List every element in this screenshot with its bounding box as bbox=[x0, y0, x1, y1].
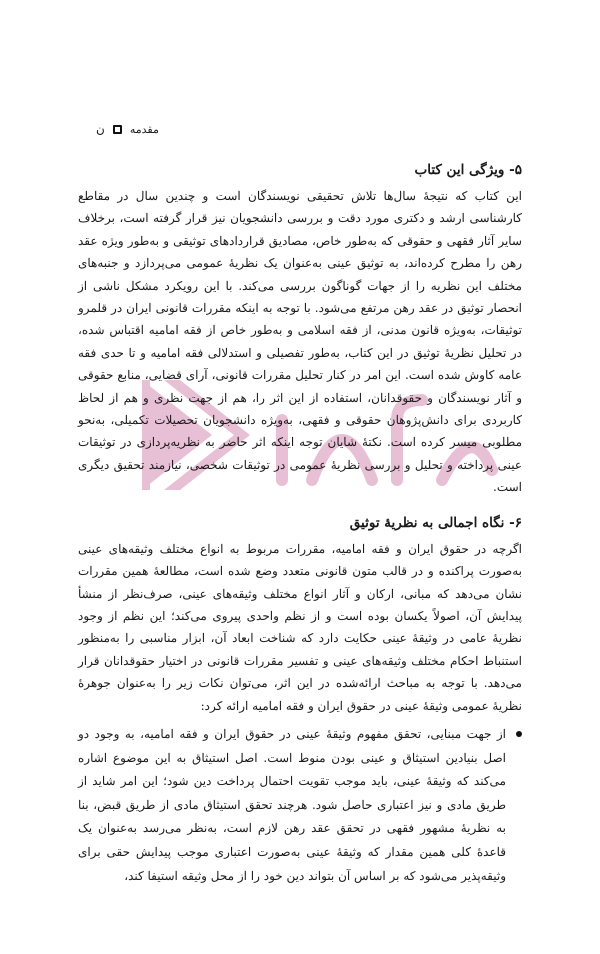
page-number: ن bbox=[96, 122, 105, 136]
page-header bbox=[96, 122, 159, 136]
bullet-item bbox=[78, 723, 522, 888]
square-bullet-icon bbox=[113, 125, 122, 134]
page-body bbox=[78, 160, 522, 888]
bullet-dot-icon bbox=[516, 731, 522, 737]
section-5-heading: ۵- ویژگی این کتاب bbox=[414, 162, 522, 178]
section-6-heading: ۶- نگاه اجمالی به نظریهٔ توثیق bbox=[349, 514, 522, 531]
running-head: مقدمه bbox=[129, 122, 159, 136]
section-6-paragraph: اگرچه در حقوق ایران و فقه امامیه، مقررات مربوط به انواع مختلف وثیقه‌های عینی به‌صورت پراکنده و در قالب متون قانونی متعدد وضع شده است، مطالعهٔ همین مقررات نشان می‌دهد که مبانی، ارکان و آثار انواع مختلف وثیقه‌های عینی، صرف‌نظر از منشأ پیدایش آن، اصولاً یکسان بوده است و از نظم واحدی پیروی می‌کند؛ این نظم از وجود نظریهٔ عامی در وثیقهٔ عینی حکایت دارد که شناخت ابعاد آن، ابزار مناسبی را به‌منظور استنباط احکام مختلف وثیقه‌های عینی و تفسیر مقررات قانونی در اختیار حقوقدانان قرار می‌دهد. با توجه به مباحث ارائه‌شده در این اثر، می‌توان نکات زیر را به‌عنوان جوهرهٔ نظریهٔ عمومی وثیقهٔ عینی در حقوق ایران و فقه امامیه ارائه کرد: bbox=[78, 541, 522, 713]
section-5-paragraph: این کتاب که نتیجهٔ سال‌ها تلاش تحقیقی نویسندگان است و چندین سال در مقاطع کارشناسی ارشد و دکتری مورد دقت و بررسی دانشجویان نیز قرار گرفته است، برخلاف سایر آثار فقهی و حقوقی که به‌طور خاص، مصادیق قراردادهای توثیقی و به‌طور ویژه عقد رهن را مطرح کرده‌اند، به توثیق عینی به‌عنوان یک نظریهٔ عمومی می‌پردازد و جنبه‌های مختلف این نظریه را از جهات گوناگون بررسی می‌کند. با این رویکرد مشکل ناشی از انحصار توثیق در عقد رهن مرتفع می‌شود. با توجه به اینکه مقررات قانونی ایران در قلمرو توثیقات، به‌ویژه قانون مدنی، از فقه اسلامی و به‌طور خاص از فقه امامیه اقتباس شده، در تحلیل نظریهٔ توثیق در این کتاب، به‌طور تفصیلی و استدلالی فقه امامیه و تا حدی فقه عامه کاوش شده است. این امر در کنار تحلیل مقررات قانونی، آرای قضایی، منابع حقوقی و آثار نویسندگان و حقوقدانان، استفاده از این اثر را، هم از جهت نظری و هم از لحاظ کاربردی برای دانش‌پژوهان حقوقی و فقهی، به‌ویژه دانشجویان تحصیلات تکمیلی، به‌نحو مطلوبی میسر کرده است. نکتهٔ شایان توجه اینکه اثر حاضر به نظریه‌پردازی در توثیقات عینی پرداخته و تحلیل و بررسی نظریهٔ عمومی در توثیقات شخصی، نیازمند تحقیق دیگری است. bbox=[78, 189, 522, 495]
bullet-text: از جهت مبنایی، تحقق مفهوم وثیقهٔ عینی در حقوق ایران و فقه امامیه، به وجود دو اصل بنیادین استیثاق و عینی بودن منوط است. اصل استیثاق به این موضوع اشاره می‌کند که وثیقهٔ عینی، باید موجب تقویت احتمال پرداخت دین شود؛ این امر شاید از طریق مادی و نیز اعتباری حاصل شود. هرچند تحقق استیثاق مادی از طریق قبض، بنا به نظریهٔ مشهور فقهی در تحقق عقد رهن لازم است، به‌نظر می‌رسد به‌عنوان یک قاعدهٔ کلی همین مقدار که وثیقهٔ عینی به‌صورت اعتباری موجب پیدایش حقی برای وثیقه‌پذیر می‌شود که بر اساس آن بتواند دین خود را از محل وثیقه استیفا کند، bbox=[78, 726, 506, 883]
